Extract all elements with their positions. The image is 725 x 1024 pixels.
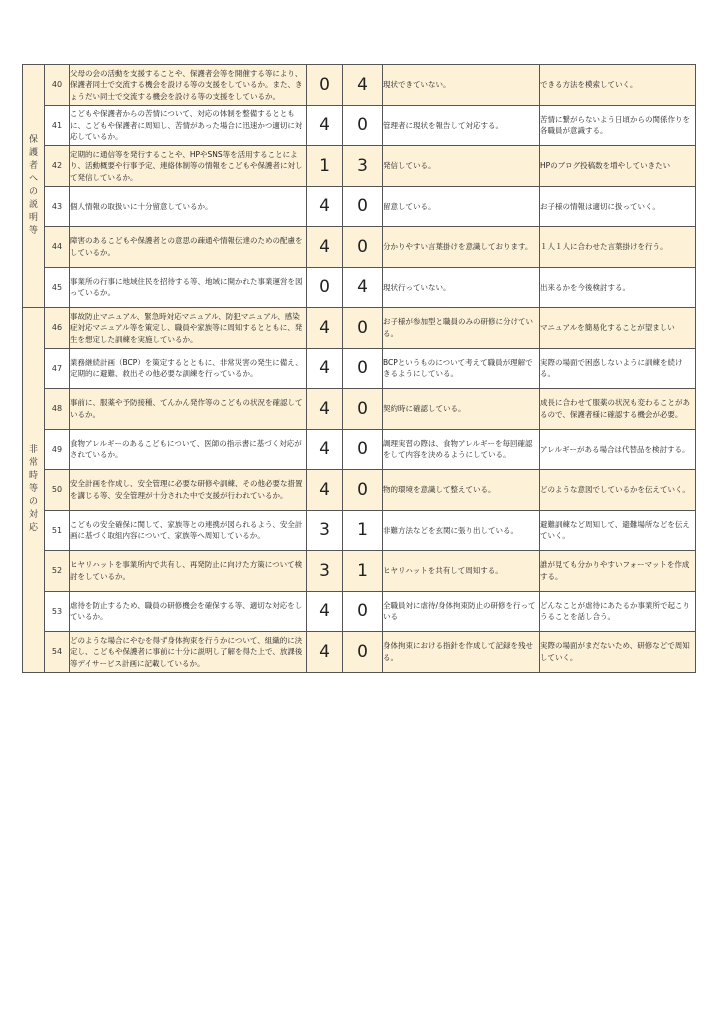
no-count: 0 xyxy=(343,591,383,632)
current-status: 調理実習の際は、食物アレルギーを毎回確認をして内容を決めるようにしている。 xyxy=(383,429,540,470)
item-question: 食物アレルギーのあるこどもについて、医師の指示書に基づく対応がされているか。 xyxy=(70,429,307,470)
yes-count: 3 xyxy=(307,510,343,551)
item-number: 49 xyxy=(45,429,70,470)
current-status: 非難方法などを玄関に張り出している。 xyxy=(383,510,540,551)
item-number: 48 xyxy=(45,389,70,430)
table-row xyxy=(23,470,696,511)
item-number: 51 xyxy=(45,510,70,551)
item-question: 事前に、服薬や予防接種、てんかん発作等のこどもの状況を確認しているか。 xyxy=(70,389,307,430)
category-cell xyxy=(23,65,45,308)
item-question: 業務継続計画（BCP）を策定するとともに、非常災害の発生に備え、定期的に避難、救出その他必要な訓練を行っているか。 xyxy=(70,348,307,389)
no-count: 3 xyxy=(343,146,383,187)
current-status: 発信している。 xyxy=(383,146,540,187)
no-count: 0 xyxy=(343,429,383,470)
current-status: 現状行っていない。 xyxy=(383,267,540,308)
no-count: 0 xyxy=(343,389,383,430)
item-number: 50 xyxy=(45,470,70,511)
item-number: 41 xyxy=(45,105,70,146)
item-question: どのような場合にやむを得ず身体拘束を行うかについて、組織的に決定し、こどもや保護者に事前に十分に説明し了解を得た上で、放課後等デイサービス計画に記載しているか。 xyxy=(70,632,307,673)
improvement-plan: 避難訓練など周知して、避難場所などを伝えていく。 xyxy=(540,510,696,551)
category-label: 非常時等の対応 xyxy=(28,445,38,534)
yes-count: 4 xyxy=(307,389,343,430)
no-count: 0 xyxy=(343,632,383,673)
table-row xyxy=(23,389,696,430)
improvement-plan: HPのブログ投稿数を増やしていきたい xyxy=(540,146,696,187)
item-number: 46 xyxy=(45,308,70,349)
item-number: 45 xyxy=(45,267,70,308)
current-status: 管理者に現状を報告して対応する。 xyxy=(383,105,540,146)
item-question: 安全計画を作成し、安全管理に必要な研修や訓練、その他必要な措置を講じる等、安全管理が十分された中で支援が行われているか。 xyxy=(70,470,307,511)
yes-count: 4 xyxy=(307,470,343,511)
item-question: こどもや保護者からの苦情について、対応の体制を整備するとともに、こどもや保護者に周知し、苦情があった場合に迅速かつ適切に対応しているか。 xyxy=(70,105,307,146)
current-status: 物的環境を意識して整えている。 xyxy=(383,470,540,511)
item-number: 43 xyxy=(45,186,70,227)
category-label: 保護者への説明等 xyxy=(28,135,38,236)
yes-count: 4 xyxy=(307,308,343,349)
item-question: 事故防止マニュアル、緊急時対応マニュアル、防犯マニュアル、感染症対応マニュアル等を策定し、職員や家族等に周知するとともに、発生を想定した訓練を実施しているか。 xyxy=(70,308,307,349)
no-count: 0 xyxy=(343,308,383,349)
item-number: 52 xyxy=(45,551,70,592)
improvement-plan: 実際の場面がまだないため、研修などで周知していく。 xyxy=(540,632,696,673)
current-status: 現状できていない。 xyxy=(383,65,540,106)
table-row xyxy=(23,591,696,632)
current-status: 分かりやすい言葉掛けを意識しております。 xyxy=(383,227,540,268)
table-row xyxy=(23,105,696,146)
table-row xyxy=(23,510,696,551)
no-count: 4 xyxy=(343,267,383,308)
current-status: 全職員対に虐待/身体拘束防止の研修を行っている xyxy=(383,591,540,632)
item-question: 定期的に通信等を発行することや、HPやSNS等を活用することにより、活動概要や行事予定、連絡体制等の情報をこどもや保護者に対して発信しているか。 xyxy=(70,146,307,187)
table-row xyxy=(23,146,696,187)
improvement-plan: 出来るかを今後検討する。 xyxy=(540,267,696,308)
item-question: 個人情報の取扱いに十分留意しているか。 xyxy=(70,186,307,227)
no-count: 0 xyxy=(343,227,383,268)
evaluation-table xyxy=(22,64,696,673)
item-number: 47 xyxy=(45,348,70,389)
item-question: こどもの安全確保に関して、家族等との連携が図られるよう、安全計画に基づく取組内容について、家族等へ周知しているか。 xyxy=(70,510,307,551)
current-status: お子様が参加型と職員のみの研修に分けている。 xyxy=(383,308,540,349)
yes-count: 4 xyxy=(307,348,343,389)
no-count: 0 xyxy=(343,105,383,146)
improvement-plan: マニュアルを簡易化することが望ましい xyxy=(540,308,696,349)
current-status: 身体拘束における指針を作成して記録を残せる。 xyxy=(383,632,540,673)
yes-count: 4 xyxy=(307,186,343,227)
yes-count: 0 xyxy=(307,65,343,106)
item-number: 53 xyxy=(45,591,70,632)
current-status: ヒヤリハットを共有して周知する。 xyxy=(383,551,540,592)
current-status: 契約時に確認している。 xyxy=(383,389,540,430)
item-question: 父母の会の活動を支援することや、保護者会等を開催する等により、保護者同士で交流する機会を設ける等の支援をしているか。また、きょうだい同士で交流する機会を設ける等の支援をしているか。 xyxy=(70,65,307,106)
table-row xyxy=(23,65,696,106)
table-row xyxy=(23,429,696,470)
table-body xyxy=(23,65,696,673)
yes-count: 4 xyxy=(307,591,343,632)
current-status: 留意している。 xyxy=(383,186,540,227)
item-question: ヒヤリハットを事業所内で共有し、再発防止に向けた方策について検討をしているか。 xyxy=(70,551,307,592)
category-cell xyxy=(23,308,45,673)
no-count: 1 xyxy=(343,551,383,592)
yes-count: 4 xyxy=(307,105,343,146)
no-count: 0 xyxy=(343,186,383,227)
yes-count: 4 xyxy=(307,429,343,470)
improvement-plan: １人１人に合わせた言葉掛けを行う。 xyxy=(540,227,696,268)
yes-count: 0 xyxy=(307,267,343,308)
table-row xyxy=(23,551,696,592)
table-row xyxy=(23,632,696,673)
improvement-plan: 実際の場面で困惑しないように訓練を続ける。 xyxy=(540,348,696,389)
table-row xyxy=(23,186,696,227)
item-number: 40 xyxy=(45,65,70,106)
improvement-plan: どのような意図でしているかを伝えていく。 xyxy=(540,470,696,511)
item-question: 障害のあるこどもや保護者との意思の疎通や情報伝達のための配慮をしているか。 xyxy=(70,227,307,268)
item-question: 虐待を防止するため、職員の研修機会を確保する等、適切な対応をしているか。 xyxy=(70,591,307,632)
item-number: 54 xyxy=(45,632,70,673)
yes-count: 4 xyxy=(307,632,343,673)
no-count: 1 xyxy=(343,510,383,551)
yes-count: 3 xyxy=(307,551,343,592)
item-question: 事業所の行事に地域住民を招待する等、地域に開かれた事業運営を図っているか。 xyxy=(70,267,307,308)
table-row xyxy=(23,308,696,349)
improvement-plan: アレルギーがある場合は代替品を検討する。 xyxy=(540,429,696,470)
table-row xyxy=(23,348,696,389)
item-number: 44 xyxy=(45,227,70,268)
yes-count: 1 xyxy=(307,146,343,187)
item-number: 42 xyxy=(45,146,70,187)
improvement-plan: 苦情に繋がらないよう日頃からの関係作りを各職員が意識する。 xyxy=(540,105,696,146)
improvement-plan: お子様の情報は適切に扱っていく。 xyxy=(540,186,696,227)
no-count: 4 xyxy=(343,65,383,106)
table-row xyxy=(23,267,696,308)
no-count: 0 xyxy=(343,348,383,389)
improvement-plan: どんなことが虐待にあたるか事業所で起こりうることを話し合う。 xyxy=(540,591,696,632)
current-status: BCPというものについて考えて職員が理解できるようにしている。 xyxy=(383,348,540,389)
no-count: 0 xyxy=(343,470,383,511)
improvement-plan: 成長に合わせて服薬の状況も変わることがあるので、保護者様に確認する機会が必要。 xyxy=(540,389,696,430)
yes-count: 4 xyxy=(307,227,343,268)
improvement-plan: 誰が見ても分かりやすいフォーマットを作成する。 xyxy=(540,551,696,592)
improvement-plan: できる方法を模索していく。 xyxy=(540,65,696,106)
table-row xyxy=(23,227,696,268)
